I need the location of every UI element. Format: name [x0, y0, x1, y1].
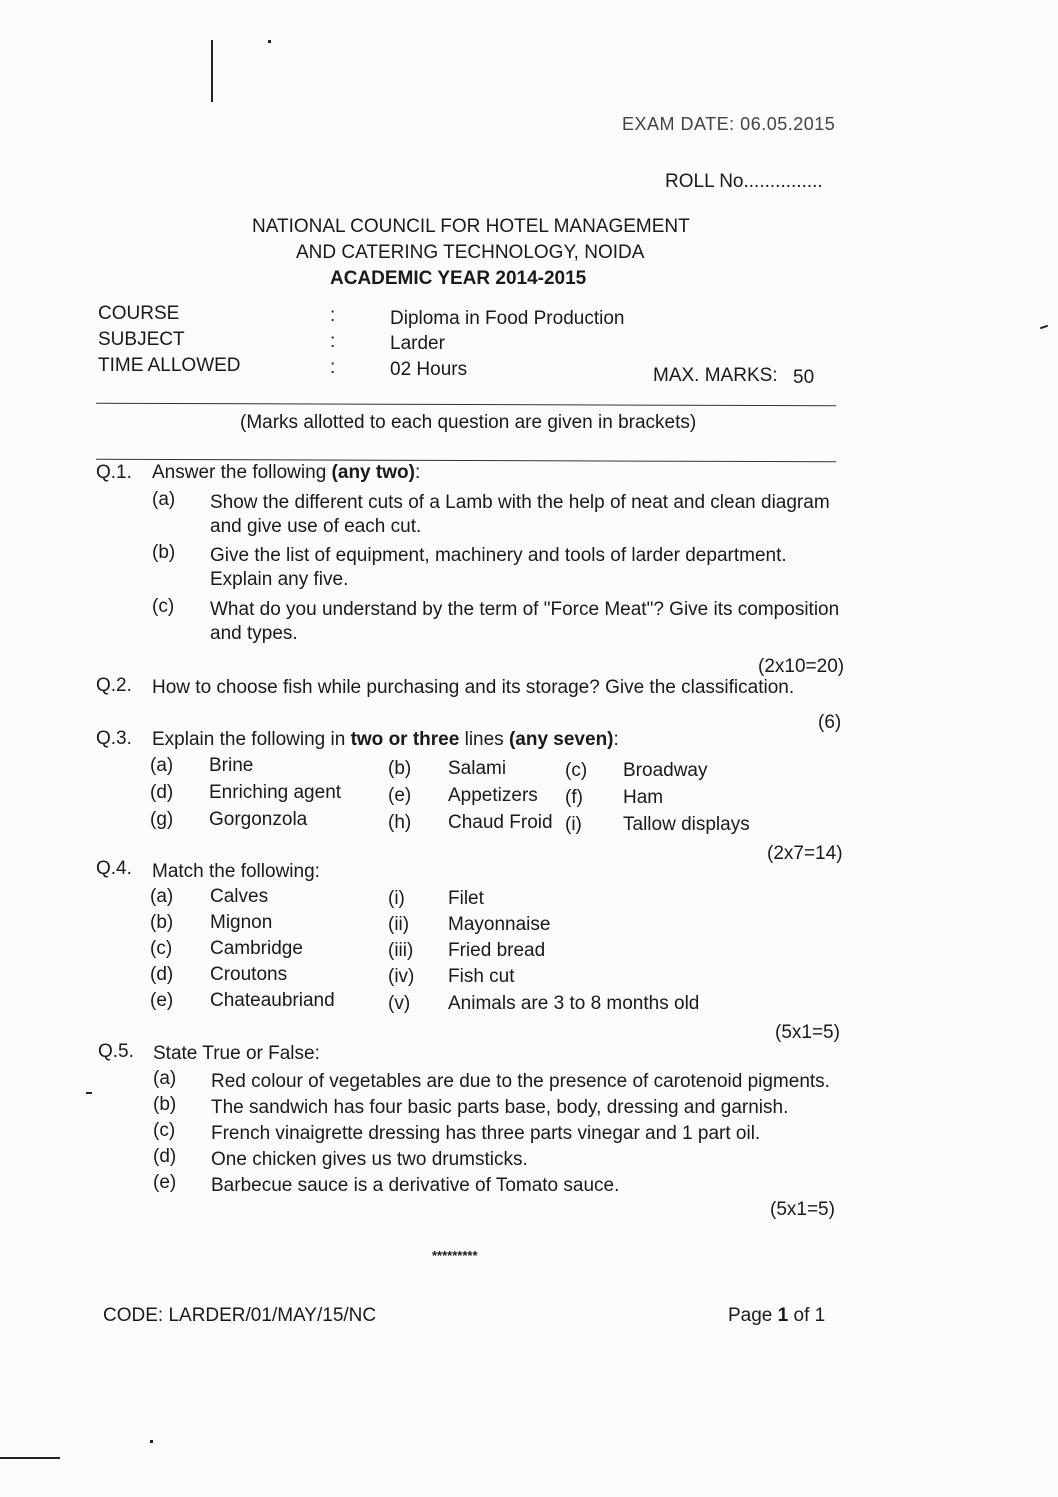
- max-marks-value: 50: [793, 367, 815, 388]
- item-term: Gorgonzola: [209, 809, 308, 830]
- question-text-part: lines: [459, 729, 509, 750]
- item-label: (c): [565, 760, 588, 781]
- course-label: COURSE: [98, 303, 180, 324]
- statement-label: (b): [153, 1094, 177, 1115]
- match-left-label: (e): [150, 990, 174, 1011]
- institution-name-line2: AND CATERING TECHNOLOGY, NOIDA: [296, 242, 645, 263]
- time-allowed-value: 02 Hours: [390, 359, 468, 380]
- item-term: Broadway: [623, 760, 708, 781]
- question-text: State True or False:: [153, 1043, 320, 1064]
- match-left-label: (d): [150, 964, 174, 985]
- question-text: [152, 729, 619, 751]
- paper-code: CODE: LARDER/01/MAY/15/NC: [103, 1305, 377, 1326]
- item-label: (f): [565, 787, 583, 808]
- sub-question-label: (a): [152, 489, 176, 510]
- scan-mark: [0, 1457, 60, 1459]
- institution-name-line1: NATIONAL COUNCIL FOR HOTEL MANAGEMENT: [252, 216, 690, 237]
- sub-question-text: Give the list of equipment, machinery and tools of larder department.: [210, 545, 787, 566]
- item-term: Chaud Froid: [448, 812, 553, 833]
- item-term: Appetizers: [448, 785, 538, 806]
- sub-question-text: and give use of each cut.: [210, 516, 422, 537]
- item-term: Enriching agent: [209, 782, 342, 803]
- match-right-term: Mayonnaise: [448, 914, 551, 935]
- item-label: (g): [150, 809, 174, 830]
- question-text: How to choose fish while purchasing and its storage? Give the classification.: [152, 677, 795, 698]
- statement-label: (a): [153, 1068, 177, 1089]
- item-term: Salami: [448, 758, 507, 779]
- match-left-term: Mignon: [210, 912, 273, 933]
- match-right-label: (ii): [388, 914, 410, 935]
- item-term: Ham: [623, 787, 664, 808]
- item-label: (d): [150, 782, 174, 803]
- question-text: Match the following:: [152, 861, 320, 882]
- time-allowed-label: TIME ALLOWED: [98, 355, 241, 376]
- question-text-part: Explain the following in: [152, 729, 351, 750]
- scan-mark: [86, 1092, 92, 1094]
- sub-question-text: and types.: [210, 623, 298, 644]
- question-text-emphasis: (any two): [331, 462, 415, 483]
- subject-value: Larder: [390, 333, 445, 354]
- colon: :: [330, 357, 336, 378]
- sub-question-text: Explain any five.: [210, 569, 349, 590]
- question-text-part: :: [414, 462, 421, 483]
- divider: [96, 403, 836, 407]
- question-number: Q.2.: [96, 675, 132, 696]
- scan-mark: [150, 1440, 153, 1443]
- subject-label: SUBJECT: [98, 329, 185, 350]
- match-right-term: Fried bread: [448, 940, 546, 961]
- sub-question-label: (b): [152, 542, 176, 563]
- item-label: (h): [388, 812, 412, 833]
- sub-question-text: What do you understand by the term of "Force Meat"? Give its composition: [210, 599, 840, 620]
- question-marks: (5x1=5): [770, 1199, 835, 1220]
- statement-text: One chicken gives us two drumsticks.: [211, 1149, 528, 1170]
- match-left-term: Chateaubriand: [210, 990, 335, 1011]
- match-right-term: Filet: [448, 888, 484, 909]
- statement-label: (e): [153, 1172, 177, 1193]
- question-number: Q.4.: [96, 858, 132, 879]
- item-label: (i): [565, 814, 582, 835]
- item-label: (e): [388, 785, 412, 806]
- statement-text: French vinaigrette dressing has three parts vinegar and 1 part oil.: [211, 1123, 761, 1144]
- page-total: of 1: [788, 1305, 826, 1326]
- question-number: Q.3.: [96, 728, 132, 749]
- scan-mark: [211, 40, 213, 102]
- match-right-label: (iii): [388, 940, 414, 961]
- question-number: Q.1.: [96, 462, 132, 483]
- page-current: 1: [777, 1305, 789, 1326]
- item-label: (b): [388, 758, 412, 779]
- roll-number: ROLL No...............: [665, 171, 823, 192]
- colon: :: [330, 305, 336, 326]
- match-left-label: (a): [150, 886, 174, 907]
- course-value: Diploma in Food Production: [390, 308, 625, 329]
- match-right-label: (iv): [388, 966, 415, 987]
- match-left-label: (b): [150, 912, 174, 933]
- exam-date: EXAM DATE: 06.05.2015: [622, 114, 836, 134]
- statement-text: Red colour of vegetables are due to the presence of carotenoid pigments.: [211, 1071, 830, 1092]
- question-text-part: :: [613, 729, 619, 750]
- statement-label: (c): [153, 1120, 176, 1141]
- item-term: Brine: [209, 755, 254, 776]
- max-marks-label: MAX. MARKS:: [653, 365, 778, 386]
- scan-mark: [268, 40, 271, 43]
- instructions: (Marks allotted to each question are given in brackets): [240, 412, 697, 433]
- statement-text: Barbecue sauce is a derivative of Tomato sauce.: [211, 1175, 620, 1196]
- match-left-term: Cambridge: [210, 938, 303, 959]
- question-text: [152, 462, 420, 484]
- sub-question-text: Show the different cuts of a Lamb with the help of neat and clean diagram: [210, 492, 830, 513]
- page-number: [728, 1305, 825, 1327]
- colon: :: [330, 331, 336, 352]
- statement-text: The sandwich has four basic parts base, body, dressing and garnish.: [211, 1097, 789, 1118]
- question-text-part: Answer the following: [152, 462, 332, 483]
- question-text-emphasis: (any seven): [508, 729, 614, 750]
- item-term: Tallow displays: [623, 814, 750, 835]
- match-left-label: (c): [150, 938, 173, 959]
- match-left-term: Croutons: [210, 964, 288, 985]
- question-text-emphasis: two or three: [350, 729, 460, 750]
- question-marks: (5x1=5): [775, 1022, 840, 1043]
- question-marks: (2x10=20): [758, 656, 845, 677]
- match-left-term: Calves: [210, 886, 269, 907]
- sub-question-label: (c): [152, 596, 175, 617]
- academic-year: ACADEMIC YEAR 2014-2015: [330, 268, 587, 289]
- question-marks: (6): [818, 712, 842, 733]
- statement-label: (d): [153, 1146, 177, 1167]
- match-right-label: (i): [388, 888, 405, 909]
- page-label: Page: [728, 1305, 778, 1326]
- scan-mark: [1040, 325, 1048, 330]
- match-right-term: Animals are 3 to 8 months old: [448, 993, 700, 1014]
- match-right-label: (v): [388, 993, 411, 1014]
- match-right-term: Fish cut: [448, 966, 515, 987]
- question-marks: (2x7=14): [767, 843, 843, 864]
- question-number: Q.5.: [98, 1041, 134, 1062]
- item-label: (a): [150, 755, 174, 776]
- end-stars: *********: [432, 1248, 478, 1263]
